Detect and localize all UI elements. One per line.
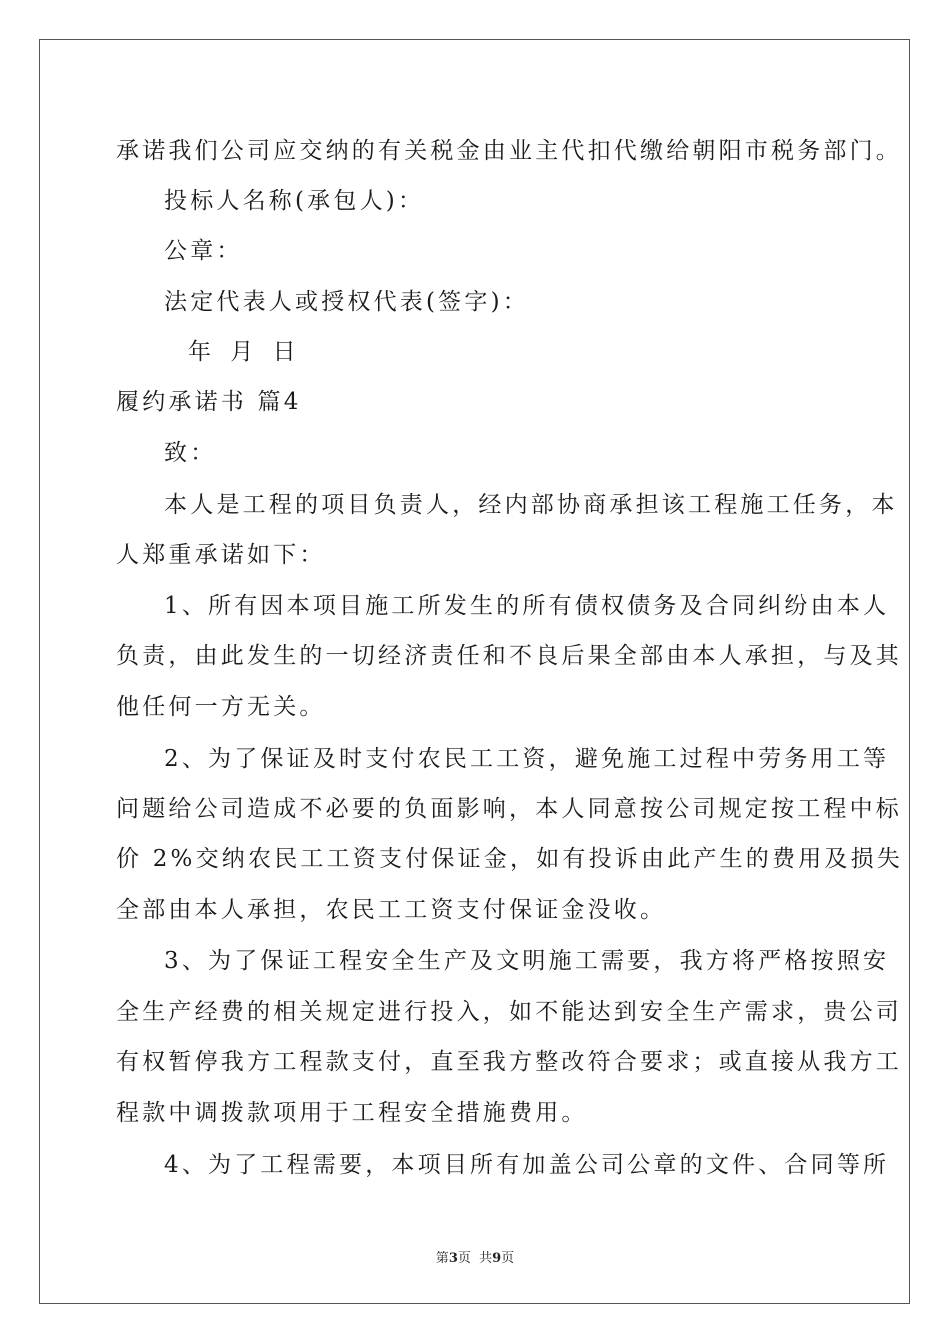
bidder-name-label: 投标人名称(承包人)： xyxy=(164,188,425,214)
paragraph-line: 3、为了保证工程安全生产及文明施工需要，我方将严格按照安 xyxy=(164,948,890,974)
paragraph-line: 问题给公司造成不必要的负面影响，本人同意按公司规定按工程中标 xyxy=(116,796,902,822)
paragraph-line: 负责，由此发生的一切经济责任和不良后果全部由本人承担，与及其 xyxy=(116,643,902,669)
paragraph-line: 有权暂停我方工程款支付，直至我方整改符合要求；或直接从我方工 xyxy=(116,1049,902,1075)
paragraph-line: 全部由本人承担，农民工工资支付保证金没收。 xyxy=(116,897,667,923)
date-line: 年 月 日 xyxy=(188,339,302,365)
salutation: 致： xyxy=(164,440,217,466)
paragraph-line: 4、为了工程需要，本项目所有加盖公司公章的文件、合同等所 xyxy=(164,1152,890,1178)
paragraph-line: 本人是工程的项目负责人，经内部协商承担该工程施工任务，本 xyxy=(164,492,898,518)
paragraph-line: 2、为了保证及时支付农民工工资，避免施工过程中劳务用工等 xyxy=(164,746,890,772)
paragraph-line: 全生产经费的相关规定进行投入，如不能达到安全生产需求，贵公司 xyxy=(116,999,902,1025)
paragraph-line-tax: 承诺我们公司应交纳的有关税金由业主代扣代缴给朝阳市税务部门。 xyxy=(116,138,902,164)
company-seal-label: 公章： xyxy=(164,238,243,264)
page-mid-text: 页 共 xyxy=(457,1251,493,1266)
page-current-number: 3 xyxy=(448,1251,458,1266)
page-footer xyxy=(0,1247,950,1266)
page-prefix: 第 xyxy=(435,1251,449,1266)
page-total-number: 9 xyxy=(492,1251,502,1266)
paragraph-line: 价 2%交纳农民工工资支付保证金，如有投诉由此产生的费用及损失 xyxy=(116,846,903,872)
paragraph-line: 1、所有因本项目施工所发生的所有债权债务及合同纠纷由本人 xyxy=(164,593,890,619)
legal-representative-label: 法定代表人或授权代表(签字)： xyxy=(164,289,529,315)
page-suffix: 页 xyxy=(501,1251,515,1266)
paragraph-line: 人郑重承诺如下： xyxy=(116,542,326,568)
paragraph-line: 程款中调拨款项用于工程安全措施费用。 xyxy=(116,1100,588,1126)
section-heading: 履约承诺书 篇4 xyxy=(116,389,302,415)
paragraph-line: 他任何一方无关。 xyxy=(116,694,326,720)
